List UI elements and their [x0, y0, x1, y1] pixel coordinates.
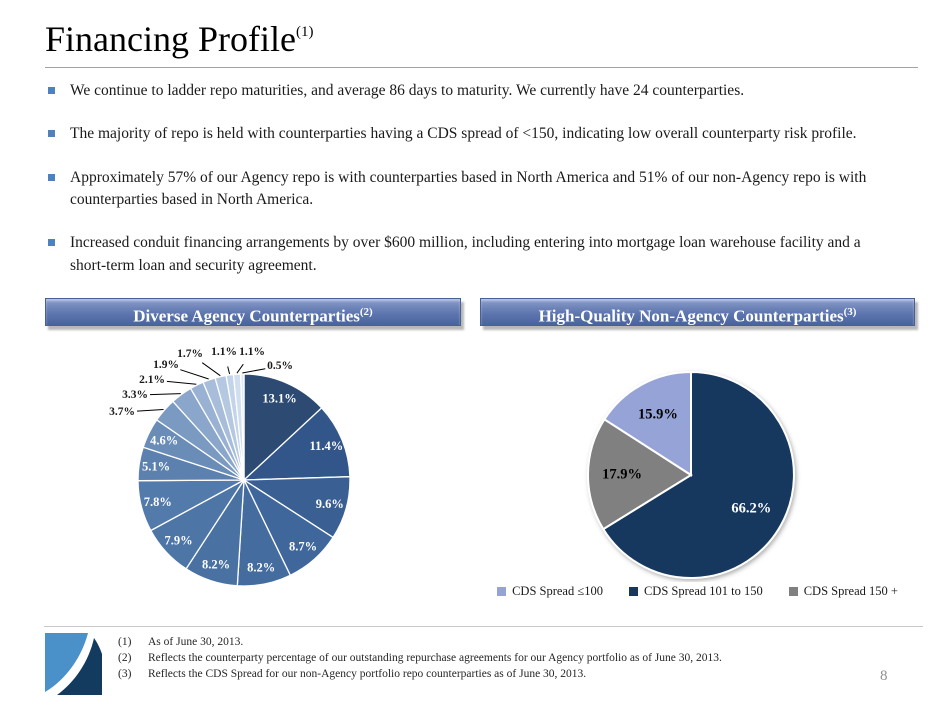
label-leader-line	[228, 367, 230, 375]
bullet-text: We continue to ladder repo maturities, and average 86 days to maturity. We currently have 24 counterparties.	[70, 81, 745, 99]
bullet-item	[45, 232, 900, 277]
non-agency-header-footnote-ref: (3)	[843, 306, 857, 319]
agency-pie-chart	[45, 326, 461, 610]
page-title-text: Financing Profile	[45, 19, 296, 59]
bullet-text: Increased conduit financing arrangements by over $600 million, including entering into mortgage loan warehouse facility and a short-term loan and security agreement.	[70, 234, 861, 274]
footnote-text: As of June 30, 2013.	[148, 636, 244, 648]
bullet-text: Approximately 57% of our Agency repo is with counterparties based in North America and 51% of our non-Agency repo is with counterparties based in North America.	[70, 168, 867, 208]
page-title	[45, 20, 918, 60]
bullet-square-icon	[48, 130, 55, 137]
legend-label: CDS Spread 101 to 150	[643, 584, 763, 599]
bullet-square-icon	[48, 174, 55, 181]
pie-data-label: 13.1%	[262, 391, 297, 406]
label-leader-line	[150, 394, 181, 395]
bullet-square-icon	[48, 239, 55, 246]
non-agency-chart-header	[480, 298, 915, 326]
footnote-number: (3)	[118, 667, 132, 680]
footer-divider	[44, 626, 923, 627]
pie-data-label: 11.4%	[309, 439, 344, 454]
pie-data-label: 8.2%	[201, 557, 231, 572]
legend-item	[629, 584, 763, 599]
bullet-item	[45, 123, 900, 145]
label-leader-line	[137, 410, 164, 412]
bullet-list	[45, 80, 900, 278]
legend-item	[497, 584, 603, 599]
footnote	[118, 668, 722, 682]
pie-data-label: 7.9%	[164, 533, 193, 548]
title-block	[45, 20, 918, 68]
non-agency-chart-title: High-Quality Non-Agency Counterparties	[538, 307, 844, 327]
pie-data-label: 8.7%	[289, 540, 318, 555]
page-number: 8	[880, 668, 888, 684]
bullet-square-icon	[48, 87, 55, 94]
pie-data-label: 1.1%	[239, 346, 265, 359]
pie-data-label: 4.6%	[150, 434, 179, 449]
pie-data-label: 15.9%	[637, 406, 678, 423]
footnote-number: (1)	[118, 636, 132, 648]
non-agency-chart-panel	[480, 298, 915, 610]
legend-marker	[789, 587, 798, 596]
label-leader-line	[180, 370, 208, 379]
pie-data-label: 1.1%	[211, 346, 237, 359]
label-leader-line	[237, 365, 243, 374]
footnote-number: (2)	[118, 651, 132, 664]
pie-data-label: 66.2%	[731, 501, 772, 518]
footnote-text: Reflects the CDS Spread for our non-Agency portfolio repo counterparties as of June 30, 2013.	[148, 667, 587, 680]
company-logo	[45, 633, 102, 695]
bullet-item	[45, 167, 900, 212]
legend-label: CDS Spread ≤100	[512, 584, 603, 599]
legend-marker	[497, 587, 506, 596]
pie-data-label: 2.1%	[139, 374, 165, 387]
agency-chart-panel	[45, 298, 461, 610]
footnote	[118, 652, 722, 666]
footnotes	[102, 633, 722, 695]
label-leader-line	[202, 363, 220, 376]
pie-data-label: 5.1%	[141, 459, 171, 474]
agency-header-footnote-ref: (2)	[359, 306, 373, 319]
legend-item	[789, 584, 898, 599]
charts-row	[45, 298, 915, 610]
footer	[45, 633, 722, 695]
bullet-item	[45, 80, 900, 102]
pie-data-label: 17.9%	[602, 466, 642, 483]
pie-data-label: 9.6%	[315, 497, 344, 512]
legend-label: CDS Spread 150 +	[803, 584, 898, 599]
label-leader-line	[242, 369, 265, 373]
pie-data-label: 7.8%	[143, 495, 172, 510]
pie-data-label: 0.5%	[267, 360, 293, 373]
non-agency-pie-chart	[480, 326, 915, 582]
chart-legend	[480, 584, 915, 599]
pie-data-label: 3.7%	[109, 406, 135, 419]
legend-marker	[629, 587, 638, 596]
agency-chart-header	[45, 298, 461, 326]
footnote-text: Reflects the counterparty percentage of our outstanding repurchase agreements for our Agency portfolio as of June 30, 2013.	[148, 651, 722, 664]
agency-chart-title: Diverse Agency Counterparties	[133, 307, 360, 327]
bullet-text: The majority of repo is held with counterparties having a CDS spread of <150, indicating low overall counterparty risk profile.	[70, 125, 857, 143]
pie-data-label: 1.9%	[153, 359, 179, 372]
label-leader-line	[167, 382, 196, 385]
pie-slices	[138, 374, 350, 586]
footnote	[118, 636, 722, 650]
pie-data-label: 1.7%	[177, 348, 203, 361]
pie-data-label: 8.2%	[247, 560, 276, 575]
title-footnote-ref: (1)	[295, 24, 314, 40]
pie-data-label: 3.3%	[122, 389, 148, 402]
